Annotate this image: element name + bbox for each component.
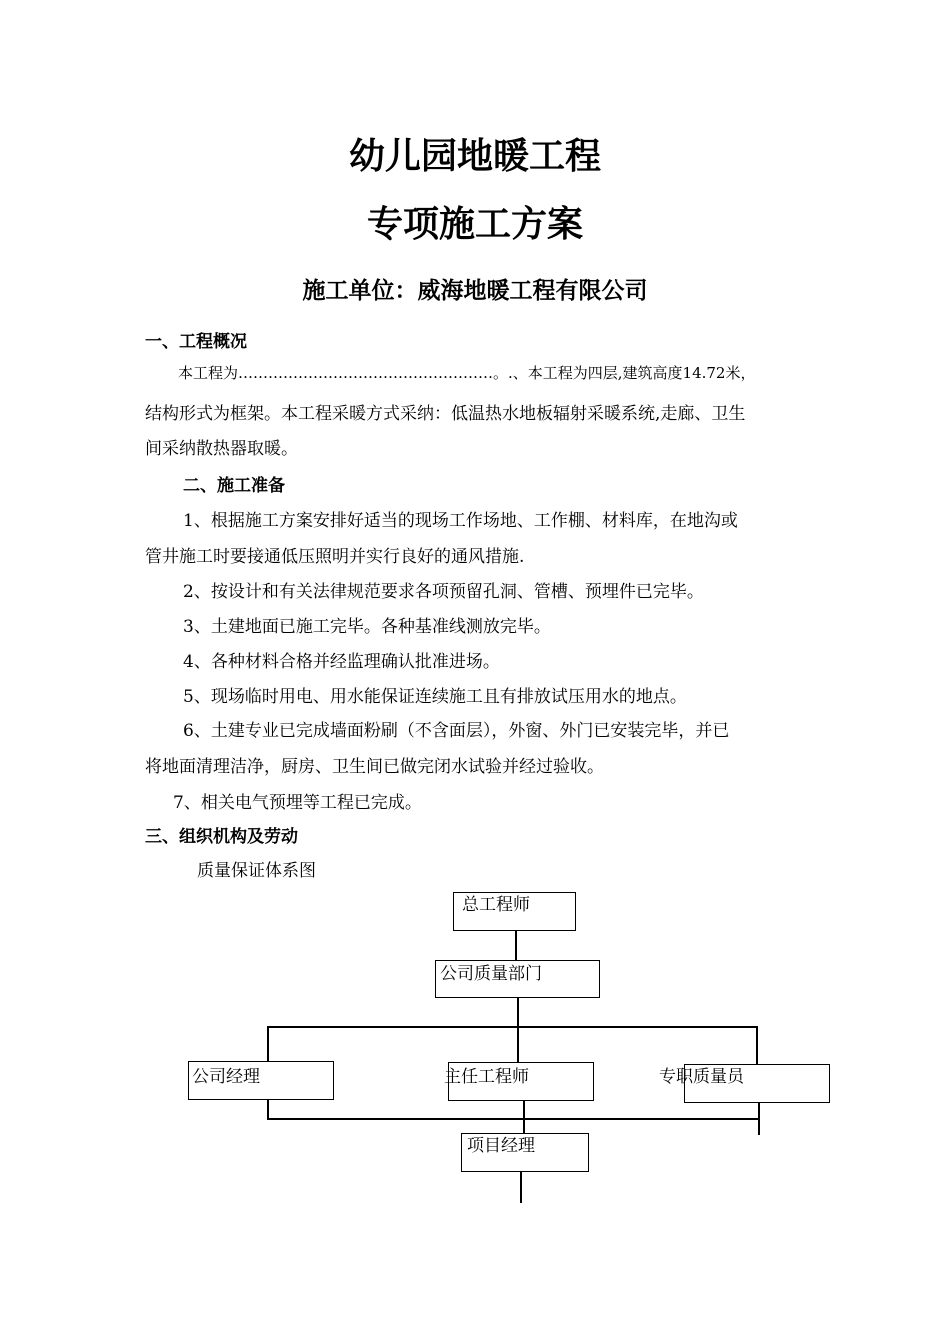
connector-chief-to-dept	[515, 931, 517, 960]
connector-dept-to-bus	[517, 998, 519, 1027]
section-2-item1-line1: 1、根据施工方案安排好适当的现场工作场地、工作棚、材料库，在地沟或	[183, 511, 738, 531]
document-title-line1: 幼儿园地暖工程	[348, 136, 601, 177]
section-2-item1-line2: 管井施工时要接通低压照明并实行良好的通风措施.	[145, 547, 525, 567]
connector-project-down	[520, 1172, 522, 1203]
chief-engineer-label: 总工程师	[462, 895, 530, 915]
section-3-heading: 三、组织机构及劳动	[145, 827, 298, 847]
section-2-item7: 7、相关电气预埋等工程已完成。	[173, 793, 422, 813]
section-1-heading: 一、工程概况	[145, 332, 247, 352]
connector-bus-to-officer	[756, 1026, 758, 1064]
section-2-item4: 4、各种材料合格并经监理确认批准进场。	[183, 652, 500, 672]
connector-bus-to-director	[517, 1026, 519, 1062]
company-manager-label: 公司经理	[192, 1067, 260, 1087]
project-manager-label: 项目经理	[467, 1136, 535, 1156]
quality-dept-label: 公司质量部门	[440, 964, 542, 984]
section-1-paragraph-line2: 结构形式为框架。本工程采暖方式采纳：低温热水地板辐射采暖系统,走廊、卫生	[145, 404, 746, 424]
org-chart-caption: 质量保证体系图	[197, 861, 316, 881]
section-2-heading: 二、施工准备	[183, 476, 285, 496]
section-2-item6-line2: 将地面清理洁净，厨房、卫生间已做完闭水试验并经过验收。	[145, 757, 604, 777]
connector-bus-to-manager	[267, 1026, 269, 1061]
section-2-item6-line1: 6、土建专业已完成墙面粉刷（不含面层），外窗、外门已安装完毕，并已	[183, 721, 730, 741]
section-2-item3: 3、土建地面已施工完毕。各种基准线测放完毕。	[183, 617, 551, 637]
connector-lower-bus	[267, 1118, 759, 1120]
connector-upper-bus	[267, 1026, 757, 1028]
section-2-item2: 2、按设计和有关法律规范要求各项预留孔洞、管槽、预埋件已完毕。	[183, 582, 704, 602]
connector-manager-down	[267, 1100, 269, 1119]
section-2-item5: 5、现场临时用电、用水能保证连续施工且有排放试压用水的地点。	[183, 687, 687, 707]
section-1-paragraph-line1: 本工程为……………………………………………。.、本工程为四层,建筑高度14.72米，	[178, 364, 756, 382]
section-1-paragraph-line3: 间采纳散热器取暖。	[145, 439, 298, 459]
company-line: 施工单位：威海地暖工程有限公司	[302, 278, 648, 304]
quality-officer-label: 专职质量员	[659, 1067, 744, 1087]
document-title-line2: 专项施工方案	[366, 204, 583, 245]
director-engineer-label: 主任工程师	[444, 1067, 529, 1087]
connector-director-to-project	[523, 1101, 525, 1133]
